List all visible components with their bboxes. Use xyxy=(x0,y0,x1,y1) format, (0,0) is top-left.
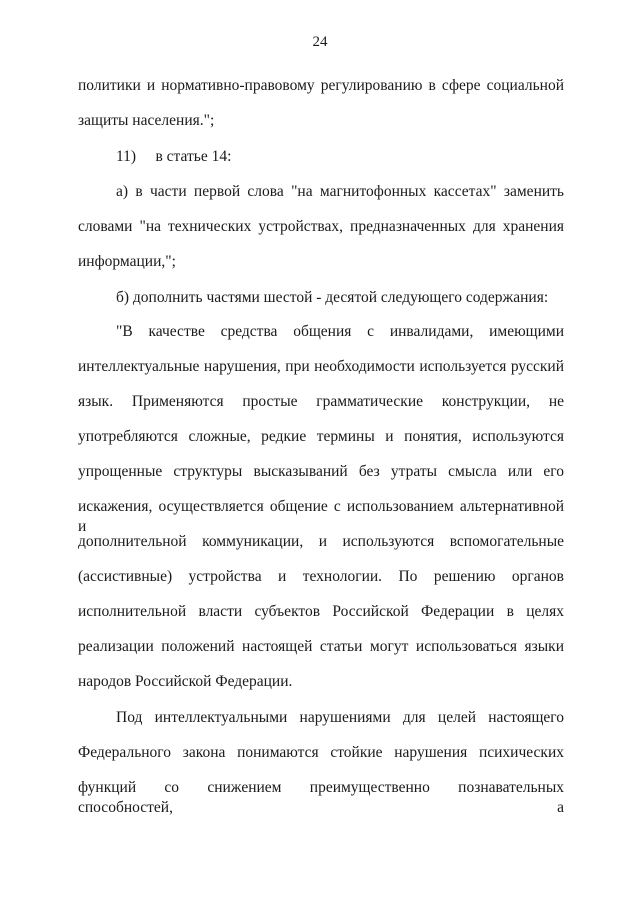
text-line: функций со снижением преимущественно познавательных способностей, а xyxy=(78,779,564,816)
text-line: исполнительной власти субъектов Российской Федерации в целях xyxy=(78,603,564,620)
list-item-heading: 11) в статье 14: xyxy=(116,148,232,165)
text-line: защиты населения."; xyxy=(78,112,215,129)
text-line: реализации положений настоящей статьи могут использоваться языки xyxy=(78,638,564,655)
text-line: язык. Применяются простые грамматические конструкции, не xyxy=(78,393,564,410)
text-line: политики и нормативно-правовому регулированию в сфере социальной xyxy=(78,77,564,94)
text-line: Под интеллектуальными нарушениями для целей настоящего xyxy=(116,709,564,726)
text-line: народов Российской Федерации. xyxy=(78,673,293,690)
page-number: 24 xyxy=(312,34,328,50)
text-line: Федерального закона понимаются стойкие нарушения психических xyxy=(78,744,564,761)
text-line: дополнительной коммуникации, и используются вспомогательные xyxy=(78,533,564,550)
text-line: интеллектуальные нарушения, при необходимости используется русский xyxy=(78,358,564,375)
text-line: употребляются сложные, редкие термины и понятия, используются xyxy=(78,428,564,445)
text-line: (ассистивные) устройства и технологии. По решению органов xyxy=(78,568,564,585)
text-line: упрощенные структуры высказываний без утраты смысла или его xyxy=(78,463,564,480)
text-line: искажения, осуществляется общение с использованием альтернативной и xyxy=(78,498,564,535)
text-line: а) в части первой слова "на магнитофонных кассетах" заменить xyxy=(116,183,564,200)
text-line: "В качестве средства общения с инвалидами, имеющими xyxy=(116,323,564,340)
text-line: информации,"; xyxy=(78,253,176,270)
text-line: б) дополнить частями шестой - десятой следующего содержания: xyxy=(116,289,549,306)
text-line: словами "на технических устройствах, предназначенных для хранения xyxy=(78,218,564,235)
